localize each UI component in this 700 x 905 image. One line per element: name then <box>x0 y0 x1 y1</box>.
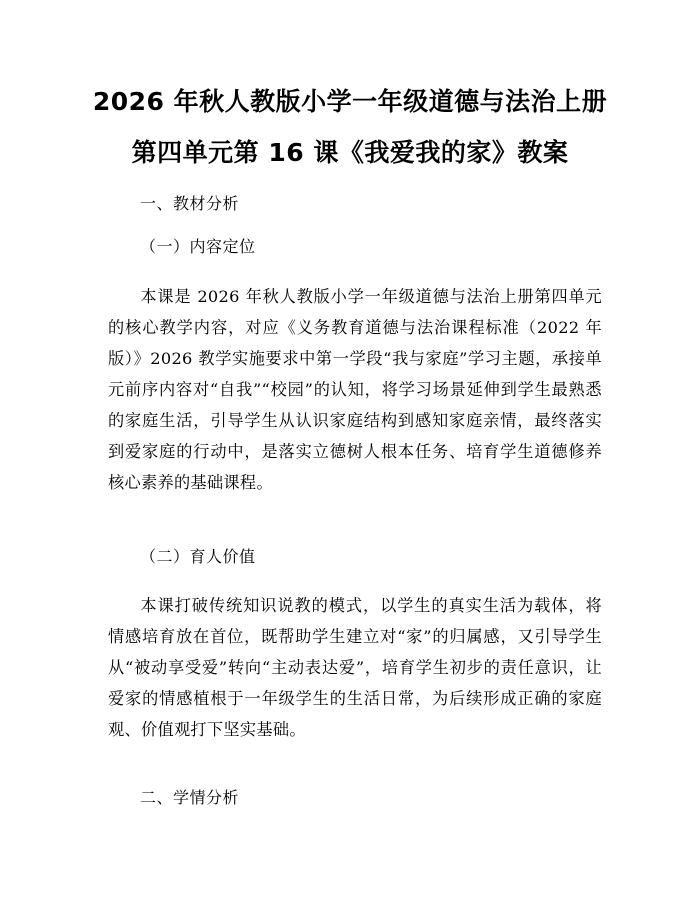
section-heading-textbook-analysis: 一、教材分析 <box>140 194 240 213</box>
document-title-line2: 第四单元第 16 课《我爱我的家》教案 <box>131 138 569 167</box>
section-heading-learner-analysis: 二、学情分析 <box>140 788 240 807</box>
paragraph-educational-value: 本课打破传统知识说教的模式，以学生的真实生活为载体，将情感培育放在首位，既帮助学生建立对“家”的归属感，又引导学生从“被动享受爱”转向“主动表达爱”，培育学生初步的责任意识，让爱家的情感植根于一年级学生的生活日常，为后续形成正确的家庭观、价值观打下坚实基础。 <box>108 596 602 739</box>
subsection-heading-educational-value: （二）育人价值 <box>140 547 256 566</box>
paragraph-content-positioning: 本课是 2026 年秋人教版小学一年级道德与法治上册第四单元的核心教学内容，对应《义务教育道德与法治课程标准（2022 年版）》2026 教学实施要求中第一学段“我与家庭”学习主题，承接单元前序内容对“自我”“校园”的认知，将学习场景延伸到学生最熟悉的家庭生活，引导学生从认识家庭结构到感知家庭亲情，最终落实到爱家庭的行动中，是落实立德树人根本任务、培育学生道德修养核心素养的基础课程。 <box>108 287 602 492</box>
document-title-line1: 2026 年秋人教版小学一年级道德与法治上册 <box>92 87 608 116</box>
subsection-heading-content-positioning: （一）内容定位 <box>140 237 256 256</box>
